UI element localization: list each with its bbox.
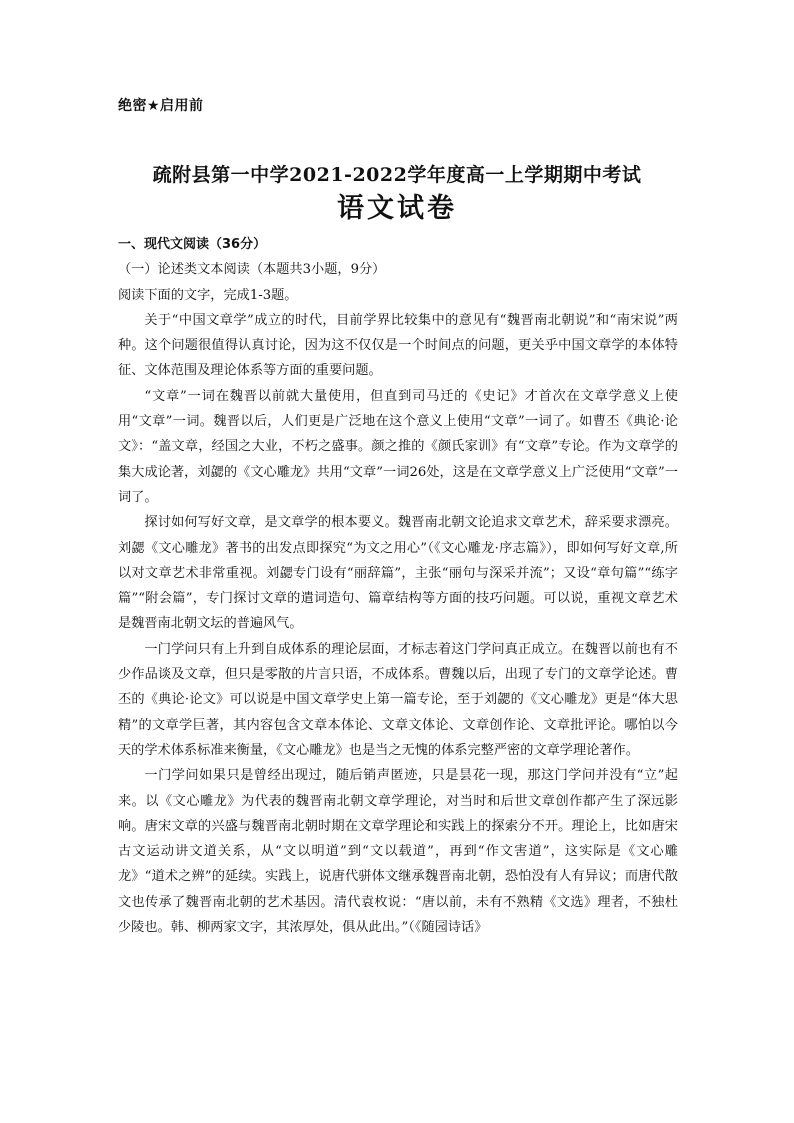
exam-content [118,232,678,940]
exam-title: 疏附县第一中学2021-2022学年度高一上学期期中考试 [152,164,642,186]
passage-paragraph: “文章”一词在魏晋以前就大量使用，但直到司马迁的《史记》才首次在文章学意义上使用“文章”一词。魏晋以后，人们更是广泛地在这个意义上使用“文章”一词了。如曹丕《典论·论文》：“盖文章，经国之大业，不朽之盛事。颜之推的《颜氏家训》有“文章”专论。作为文章学的集大成论著，刘勰的《文心雕龙》共用“文章”一词26处，这是在文章学意义上广泛使用“文章”一词了。 [118,388,678,505]
confidential-mark: 绝密★启用前 [118,98,204,114]
exam-subject: 语文试卷 [337,193,457,224]
passage-paragraph: 一门学问如果只是曾经出现过，随后销声匿迹，只是昙花一现，那这门学问并没有“立”起来。以《文心雕龙》为代表的魏晋南北朝文章学理论，对当时和后世文章创作都产生了深远影响。唐宋文章的兴盛与魏晋南北朝时期在文章学理论和实践上的探索分不开。理论上，比如唐宋古文运动讲文道关系，从“文以明道”到“文以载道”，再到“作文害道”，这实际是《文心雕龙》“道术之辨”的延续。实践上，说唐代骈体文继承魏晋南北朝，恐怕没有人有异议；而唐代散文也传承了魏晋南北朝的艺术基因。清代袁枚说：“唐以前，未有不熟精《文选》理者，不独杜少陵也。韩、柳两家文字，其浓厚处，俱从此出。”（《随园诗话》 [118,768,678,936]
passage-paragraph: 关于“中国文章学”成立的时代，目前学界比较集中的意见有“魏晋南北朝说”和“南宋说”两种。这个问题很值得认真讨论，因为这不仅仅是一个时间点的问题，更关乎中国文章学的本体特征、文体范围及理论体系等方面的重要问题。 [118,312,678,379]
passage-paragraph: 探讨如何写好文章，是文章学的根本要义。魏晋南北朝文论追求文章艺术，辞采要求漂亮。刘勰《文心雕龙》著书的出发点即探究“为文之用心”（《文心雕龙·序志篇》），即如何写好文章,所以对文章艺术非常重视。刘勰专门设有“丽辞篇”，主张“丽句与深采并流”；又设“章句篇”“练字篇”“附会篇”，专门探讨文章的遣词造句、篇章结构等方面的技巧问题。可以说，重视文章艺术是魏晋南北朝文坛的普遍风气。 [118,515,678,632]
passage-paragraph: 一门学问只有上升到自成体系的理论层面，才标志着这门学问真正成立。在魏晋以前也有不少作品谈及文章，但只是零散的片言只语，不成体系。曹魏以后，出现了专门的文章学论述。曹丕的《典论·论文》可以说是中国文章学史上第一篇专论，至于刘勰的《文心雕龙》更是“体大思精”的文章学巨著，其内容包含文章本体论、文章文体论、文章创作论、文章批评论。哪怕以今天的学术体系标准来衡量，《文心雕龙》也是当之无愧的体系完整严密的文章学理论著作。 [118,641,678,758]
reading-instruction: 阅读下面的文字，完成1-3题。 [118,287,298,303]
subsection-heading: （一）论述类文本阅读（本题共3小题，9分） [118,262,386,278]
section-heading: 一、现代文阅读（36分） [118,237,267,252]
